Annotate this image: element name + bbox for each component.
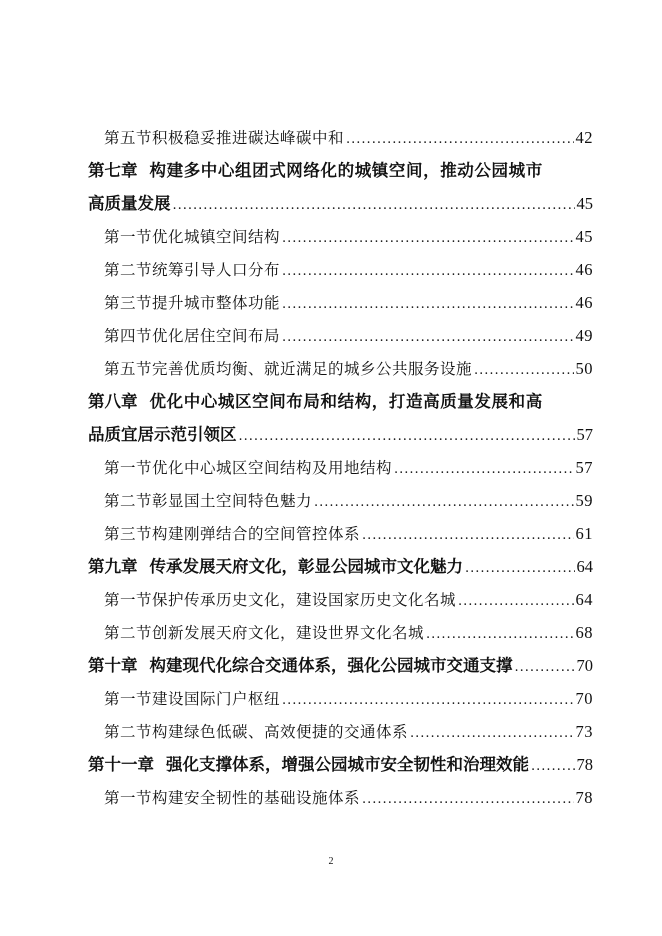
- toc-entry-title: 强化支撑体系，增强公园城市安全韧性和治理效能: [166, 755, 529, 774]
- toc-entry-page-number: 64: [575, 590, 593, 609]
- dot-leader: [362, 783, 573, 816]
- dot-leader: [426, 618, 573, 651]
- toc-entry-title: 构建现代化综合交通体系，强化公园城市交通支撑: [149, 656, 513, 675]
- toc-entry-number: 第三节: [104, 294, 153, 312]
- toc-entry-number: 第十一章: [88, 755, 154, 774]
- dot-leader: [282, 321, 573, 354]
- toc-entry-page-number: 70: [575, 689, 593, 708]
- toc-entry-number: 第二节: [104, 624, 153, 642]
- toc-entry-number: 第二节: [104, 723, 153, 741]
- toc-chapter-entry[interactable]: [88, 154, 593, 187]
- dot-leader: [282, 288, 573, 321]
- dot-leader: [282, 222, 573, 255]
- toc-entry-title: 建设国际门户枢纽: [152, 690, 281, 708]
- toc-entry-number: 第九章: [88, 557, 138, 576]
- toc-entry-title: 优化中心城区空间结构及用地结构: [152, 459, 393, 477]
- toc-section-entry[interactable]: [88, 484, 593, 517]
- toc-section-entry[interactable]: [88, 220, 593, 253]
- table-of-contents: [88, 121, 593, 814]
- dot-leader: [314, 486, 573, 519]
- toc-section-entry[interactable]: [88, 286, 593, 319]
- toc-entry-page-number: 68: [575, 623, 593, 642]
- toc-entry-page-number: 57: [575, 458, 593, 477]
- toc-entry-page-number: 78: [575, 788, 593, 807]
- toc-section-entry[interactable]: [88, 715, 593, 748]
- toc-entry-title: 优化中心城区空间布局和结构，打造高质量发展和高: [149, 392, 543, 411]
- toc-entry-number: 第四节: [104, 327, 153, 345]
- toc-section-entry[interactable]: [88, 781, 593, 814]
- dot-leader: [346, 123, 573, 156]
- dot-leader: [515, 651, 575, 684]
- toc-entry-number: 第一节: [104, 690, 153, 708]
- toc-section-entry[interactable]: [88, 517, 593, 550]
- dot-leader: [531, 750, 575, 783]
- dot-leader: [362, 519, 573, 552]
- toc-entry-page-number: 50: [575, 359, 593, 378]
- toc-entry-number: 第一节: [104, 228, 153, 246]
- dot-leader: [239, 420, 575, 453]
- toc-chapter-entry-continuation[interactable]: [88, 418, 593, 451]
- toc-entry-page-number: 46: [575, 260, 593, 279]
- page-number: 2: [328, 856, 334, 867]
- toc-entry-number: 第七章: [88, 161, 138, 180]
- dot-leader: [282, 684, 573, 717]
- toc-chapter-entry[interactable]: [88, 385, 593, 418]
- toc-entry-number: 第三节: [104, 525, 153, 543]
- toc-entry-number: 第二节: [104, 492, 153, 510]
- toc-section-entry[interactable]: [88, 253, 593, 286]
- toc-entry-page-number: 49: [575, 326, 593, 345]
- toc-entry-title: 创新发展天府文化，建设世界文化名城: [152, 624, 425, 642]
- toc-entry-number: 第八章: [88, 392, 138, 411]
- toc-entry-title: 统筹引导人口分布: [152, 261, 281, 279]
- toc-entry-title: 完善优质均衡、就近满足的城乡公共服务设施: [152, 360, 473, 378]
- toc-section-entry[interactable]: [88, 352, 593, 385]
- toc-entry-number: 第五节: [104, 129, 153, 147]
- toc-section-entry[interactable]: [88, 682, 593, 715]
- toc-entry-page-number: 70: [576, 656, 593, 675]
- toc-entry-title: 高质量发展: [88, 194, 171, 213]
- toc-chapter-entry[interactable]: [88, 550, 593, 583]
- dot-leader: [458, 585, 573, 618]
- toc-entry-page-number: 78: [576, 755, 593, 774]
- toc-entry-page-number: 61: [575, 524, 593, 543]
- dot-leader: [282, 255, 573, 288]
- dot-leader: [410, 717, 573, 750]
- toc-entry-title: 构建多中心组团式网络化的城镇空间，推动公园城市: [149, 161, 543, 180]
- toc-entry-page-number: 57: [576, 425, 593, 444]
- dot-leader: [394, 453, 573, 486]
- dot-leader: [474, 354, 573, 387]
- toc-entry-page-number: 59: [575, 491, 593, 510]
- toc-entry-page-number: 46: [575, 293, 593, 312]
- toc-entry-title: 积极稳妥推进碳达峰碳中和: [152, 129, 345, 147]
- toc-entry-number: 第二节: [104, 261, 153, 279]
- toc-entry-number: 第五节: [104, 360, 153, 378]
- toc-entry-title: 构建刚弹结合的空间管控体系: [152, 525, 361, 543]
- toc-entry-number: 第一节: [104, 591, 153, 609]
- toc-entry-number: 第一节: [104, 789, 153, 807]
- toc-chapter-entry[interactable]: [88, 649, 593, 682]
- toc-section-entry[interactable]: [88, 319, 593, 352]
- toc-entry-title: 构建安全韧性的基础设施体系: [152, 789, 361, 807]
- toc-entry-title: 构建绿色低碳、高效便捷的交通体系: [152, 723, 409, 741]
- toc-chapter-entry-continuation[interactable]: [88, 187, 593, 220]
- toc-section-entry[interactable]: [88, 583, 593, 616]
- toc-entry-page-number: 73: [575, 722, 593, 741]
- toc-section-entry[interactable]: [88, 121, 593, 154]
- toc-chapter-entry[interactable]: [88, 748, 593, 781]
- toc-entry-title: 传承发展天府文化，彰显公园城市文化魅力: [149, 557, 463, 576]
- toc-entry-page-number: 45: [576, 194, 593, 213]
- toc-entry-title: 优化居住空间布局: [152, 327, 281, 345]
- toc-entry-page-number: 42: [575, 128, 593, 147]
- toc-section-entry[interactable]: [88, 616, 593, 649]
- toc-entry-page-number: 45: [575, 227, 593, 246]
- toc-entry-title: 优化城镇空间结构: [152, 228, 281, 246]
- toc-entry-number: 第一节: [104, 459, 153, 477]
- toc-entry-title: 提升城市整体功能: [152, 294, 281, 312]
- toc-entry-number: 第十章: [88, 656, 138, 675]
- dot-leader: [465, 552, 575, 585]
- toc-entry-title: 品质宜居示范引领区: [88, 425, 237, 444]
- toc-entry-title: 保护传承历史文化，建设国家历史文化名城: [152, 591, 457, 609]
- dot-leader: [173, 189, 575, 222]
- toc-entry-title: 彰显国土空间特色魅力: [152, 492, 313, 510]
- toc-section-entry[interactable]: [88, 451, 593, 484]
- toc-entry-page-number: 64: [576, 557, 593, 576]
